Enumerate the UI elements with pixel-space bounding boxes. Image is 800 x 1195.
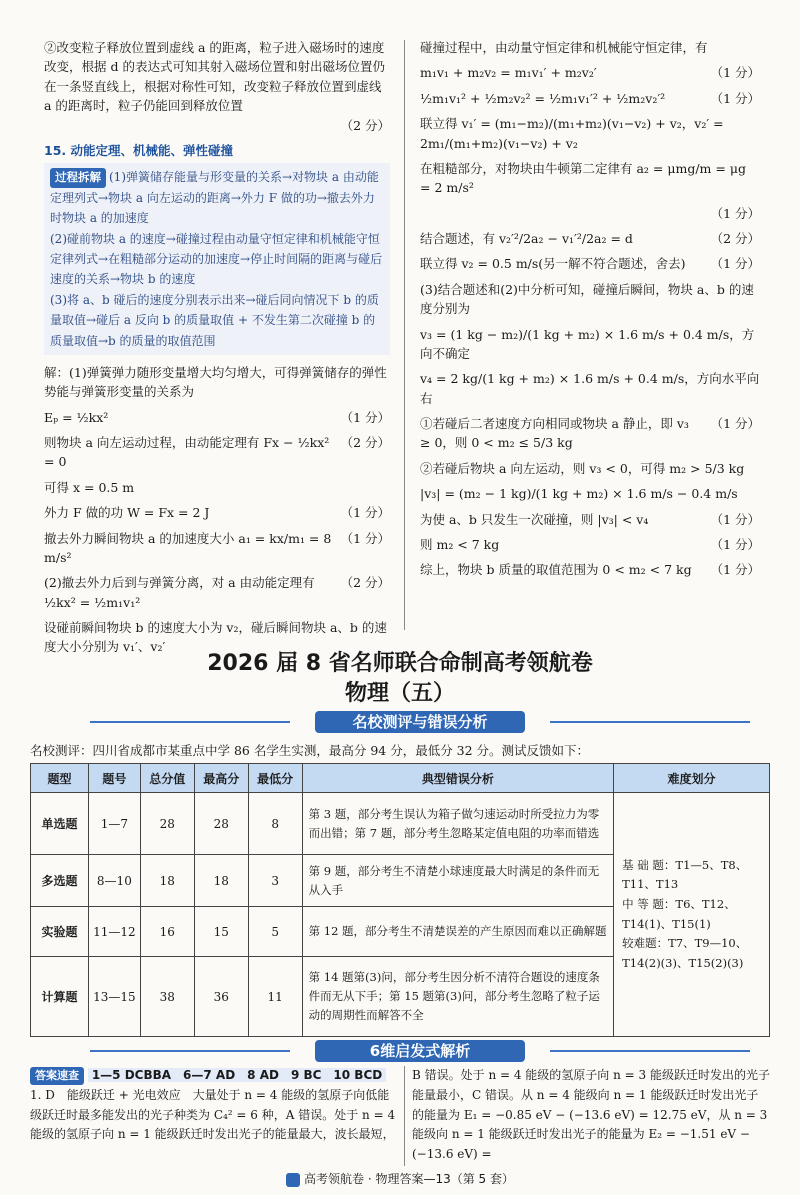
cell-total: 38 <box>140 957 194 1037</box>
analysis-step: (3)将 a、b 碰后的速度分别表示出来→碰后同向情况下 b 的质量取值→碰后 a 反向 b 的质量取值 + 不发生第二次碰撞 b 的质量取值→b 的质量的取值范围 <box>50 292 379 348</box>
score: （1 分） <box>710 65 760 81</box>
equation-row <box>44 503 390 522</box>
cell-type: 实验题 <box>31 907 89 957</box>
header-cell: 最高分 <box>194 764 248 793</box>
cell-min: 11 <box>248 957 302 1037</box>
equation: 则 m₂ < 7 kg <box>420 536 500 552</box>
difficulty-hard: 较难题：T7、T9—10、T14(2)(3)、T15(2)(3) <box>622 936 748 970</box>
equation-row <box>44 408 390 427</box>
equation: 外力 F 做的功 W = Fx = 2 J <box>44 505 210 521</box>
text: ②改变粒子释放位置到虚线 a 的距离，粒子进入磁场时的速度改变，根据 d 的表达式可知其射入磁场位置和射出磁场位置仍在一条竖直线上，根据对称性可知，改变粒子释放位置到虚线 a 的距离时，粒子仍能回到释放位置 <box>44 40 385 114</box>
exam-title: 2026 届 8 省名师联合命制高考领航卷 <box>207 651 593 676</box>
equation: (2)撤去外力后到与弹簧分离，对 a 由动能定理有 ½kx² = ½m₁v₁² <box>44 575 315 610</box>
equation-row <box>44 478 390 497</box>
score: （1 分） <box>710 562 760 578</box>
score: （1 分） <box>710 256 760 272</box>
cell-total: 16 <box>140 907 194 957</box>
cell-max: 15 <box>194 907 248 957</box>
quick-answer-label: 答案速查 <box>30 1067 84 1085</box>
analysis-step: (2)碰前物块 a 的速度→碰撞过程由动量守恒定律和机械能守恒定律列式→在粗糙部分运动的加速度→停止时间隔的距离与碰后速度的关系→物块 b 的速度 <box>50 231 383 287</box>
right-column <box>420 38 760 586</box>
cell-nums: 1—7 <box>88 793 140 855</box>
solution-text: 解：(1)弹簧弹力随形变量增大均匀增大，可得弹簧储存的弹性势能与弹簧形变量的关系为 <box>44 364 387 400</box>
score: （2 分） <box>340 117 390 133</box>
equation-row <box>420 159 760 198</box>
equation-row <box>44 573 390 612</box>
banner-line <box>90 721 290 723</box>
solution-text: (3)结合题述和(2)中分析可知，碰撞后瞬间，物块 a、b 的速度分别为 <box>420 281 754 317</box>
score: （1 分） <box>710 511 760 527</box>
cell-min: 8 <box>248 793 302 855</box>
table-row <box>31 793 770 855</box>
cell-nums: 13—15 <box>88 957 140 1037</box>
survey-text: 名校测评：四川省成都市某重点中学 86 名学生实测，最高分 94 分，最低分 32 分。测试反馈如下： <box>30 743 590 758</box>
cell-difficulty <box>614 793 770 1037</box>
equation: 联立得 v₂ = 0.5 m/s(另一解不符合题述，舍去) <box>420 256 686 272</box>
score: （2 分） <box>340 435 390 451</box>
equation: v₄ = 2 kg/(1 kg + m₂) × 1.6 m/s + 0.4 m/s，方向水平向右 <box>420 371 760 406</box>
quick-answers <box>30 1066 400 1145</box>
page-footer <box>0 1170 800 1187</box>
cell-error-analysis: 第 14 题第(3)问，部分考生因分析不清符合题设的速度条件而无从下手；第 15 题第(3)问，部分考生忽略了粒子运动的周期性而解答不全 <box>302 957 613 1037</box>
analysis-step: (1)弹簧储存能量与形变量的关系→对物块 a 由动能定理列式→物块 a 向左运动的距离→外力 F 做的功→撤去外力时物块 a 的加速度 <box>50 170 379 226</box>
equation: Eₚ = ½kx² <box>44 409 109 425</box>
column-divider <box>404 40 405 630</box>
header-cell: 总分值 <box>140 764 194 793</box>
equation-row <box>420 535 760 554</box>
score-row <box>44 116 390 135</box>
cell-total: 28 <box>140 793 194 855</box>
score: （2 分） <box>710 231 760 246</box>
equation-row <box>420 510 760 529</box>
analysis-tag: 过程拆解 <box>50 168 106 188</box>
header-cell: 典型错误分析 <box>302 764 613 793</box>
score: （1 分） <box>340 409 390 425</box>
difficulty-basic: 基 础 题：T1—5、T8、T11、T13 <box>622 857 748 892</box>
column-divider <box>404 1066 405 1166</box>
question-1-analysis-continued: B 错误。处于 n = 4 能级的氢原子向 n = 3 能级跃迁时发出的光子能量最小，C 错误。从 n = 4 能级向 n = 1 能级跃迁时发出光子的能量为 E₁ = −0.85 eV − (−13.6 eV) = 12.75 eV，从 n = 3 能级向 n = 1 能级跃迁时发出光子的能量为 E₂ = −1.51 eV − (−13.6 eV) = <box>412 1068 770 1162</box>
equation: |v₃| = (m₂ − 1 kg)/(1 kg + m₂) × 1.6 m/s − 0.4 m/s <box>420 486 738 502</box>
banner-line <box>90 1050 290 1052</box>
quick-answer-list: 1—5 DCBBA 6—7 AD 8 AD 9 BC 10 BCD <box>88 1068 386 1082</box>
left-column <box>44 38 390 663</box>
equation-row <box>420 254 760 273</box>
banner-label: 6维启发式解析 <box>315 1040 525 1062</box>
score: （1 分） <box>710 536 760 552</box>
equation: 可得 x = 0.5 m <box>44 479 135 495</box>
equation: v₃ = (1 kg − m₂)/(1 kg + m₂) × 1.6 m/s + 0.4 m/s，方向不确定 <box>420 326 755 361</box>
header-cell: 最低分 <box>248 764 302 793</box>
score-row <box>420 204 760 223</box>
header-cell: 难度划分 <box>614 764 770 793</box>
header-cell: 题号 <box>88 764 140 793</box>
cell-error-analysis: 第 3 题，部分考生误认为箱子做匀速运动时所受拉力为零而出错；第 7 题，部分考生忽略某定值电阻的功率而错选 <box>302 793 613 855</box>
score: （1 分） <box>710 205 760 221</box>
score: （1 分） <box>340 530 390 546</box>
cell-type: 单选题 <box>31 793 89 855</box>
score: （1 分） <box>710 416 760 431</box>
equation: 则物块 a 向左运动过程，由动能定理有 Fx − ½kx² = 0 <box>44 435 330 470</box>
publisher-logo-icon <box>286 1173 300 1187</box>
cell-min: 3 <box>248 855 302 907</box>
paragraph <box>44 38 390 116</box>
section-banner-evaluation <box>30 711 770 733</box>
difficulty-medium: 中 等 题：T6、T12、T14(1)、T15(1) <box>622 896 736 931</box>
analysis-box <box>44 163 390 355</box>
cell-error-analysis: 第 9 题，部分考生不清楚小球速度最大时满足的条件而无从入手 <box>302 855 613 907</box>
cell-nums: 8—10 <box>88 855 140 907</box>
solution-text: 碰撞过程中，由动量守恒定律和机械能守恒定律，有 <box>420 40 708 55</box>
banner-line <box>550 721 750 723</box>
solution-text: 联立得 v₁′ = (m₁−m₂)/(m₁+m₂)(v₁−v₂) + v₂，v₂′ = 2m₁/(m₁+m₂)(v₁−v₂) + v₂ <box>420 116 724 151</box>
banner-line <box>550 1050 750 1052</box>
cell-type: 计算题 <box>31 957 89 1037</box>
question-15-heading: 15. 动能定理、机械能、弹性碰撞 <box>44 142 233 158</box>
cell-max: 36 <box>194 957 248 1037</box>
question-1-analysis: 1. D 能级跃迁 + 光电效应 大量处于 n = 4 能级的氢原子向低能级跃迁时最多能发出的光子种类为 C₄² = 6 种，A 错误。处于 n = 4 能级的氢原子向 n = 1 能级跃迁时发出光子的能量最大，波长最短， <box>30 1087 396 1142</box>
equation-row <box>420 414 760 453</box>
cell-total: 18 <box>140 855 194 907</box>
equation: m₁v₁ + m₂v₂ = m₁v₁′ + m₂v₂′ <box>420 65 597 81</box>
equation: ½m₁v₁² + ½m₂v₂² = ½m₁v₁′² + ½m₂v₂′² <box>420 90 666 106</box>
cell-type: 多选题 <box>31 855 89 907</box>
evaluation-table <box>30 763 770 1037</box>
equation-row <box>420 89 760 108</box>
equation-row <box>420 63 760 82</box>
banner-label: 名校测评与错误分析 <box>315 711 525 733</box>
equation: ②若碰后物块 a 向左运动，则 v₃ < 0，可得 m₂ > 5/3 kg <box>420 460 745 476</box>
equation: 在粗糙部分，对物块由牛顿第二定律有 a₂ = μmg/m = μg = 2 m/s² <box>420 160 746 196</box>
cell-error-analysis: 第 12 题，部分考生不清楚误差的产生原因而难以正确解题 <box>302 907 613 957</box>
solution-text: 设碰前瞬间物块 b 的速度大小为 v₂，碰后瞬间物块 a、b 的速度大小分别为 v₁′、v₂′ <box>44 620 387 655</box>
equation: 为使 a、b 只发生一次碰撞，则 |v₃| < v₄ <box>420 511 649 527</box>
score: （1 分） <box>340 505 390 521</box>
cell-min: 5 <box>248 907 302 957</box>
equation: ①若碰后二者速度方向相同或物块 a 静止，即 v₃ ≥ 0，则 0 < m₂ ≤ 5/3 kg <box>420 416 689 451</box>
section-banner-analysis <box>30 1040 770 1062</box>
cell-max: 18 <box>194 855 248 907</box>
equation-row <box>420 229 760 248</box>
equation-row <box>44 433 390 472</box>
equation: 结合题述，有 v₂′²/2a₂ − v₁′²/2a₂ = d <box>420 231 633 246</box>
score: （2 分） <box>340 575 390 591</box>
score: （1 分） <box>710 90 760 106</box>
equation: 撤去外力瞬间物块 a 的加速度大小 a₁ = kx/m₁ = 8 m/s² <box>44 530 332 565</box>
cell-max: 28 <box>194 793 248 855</box>
footer-text: 高考领航卷 · 物理答案—13（第 5 套） <box>304 1172 514 1186</box>
cell-nums: 11—12 <box>88 907 140 957</box>
equation-row <box>420 560 760 579</box>
table-header-row <box>31 764 770 793</box>
equation-row <box>44 529 390 568</box>
equation: 综上，物块 b 质量的取值范围为 0 < m₂ < 7 kg <box>420 562 692 578</box>
exam-subtitle: 物理（五） <box>344 681 455 706</box>
header-cell: 题型 <box>31 764 89 793</box>
